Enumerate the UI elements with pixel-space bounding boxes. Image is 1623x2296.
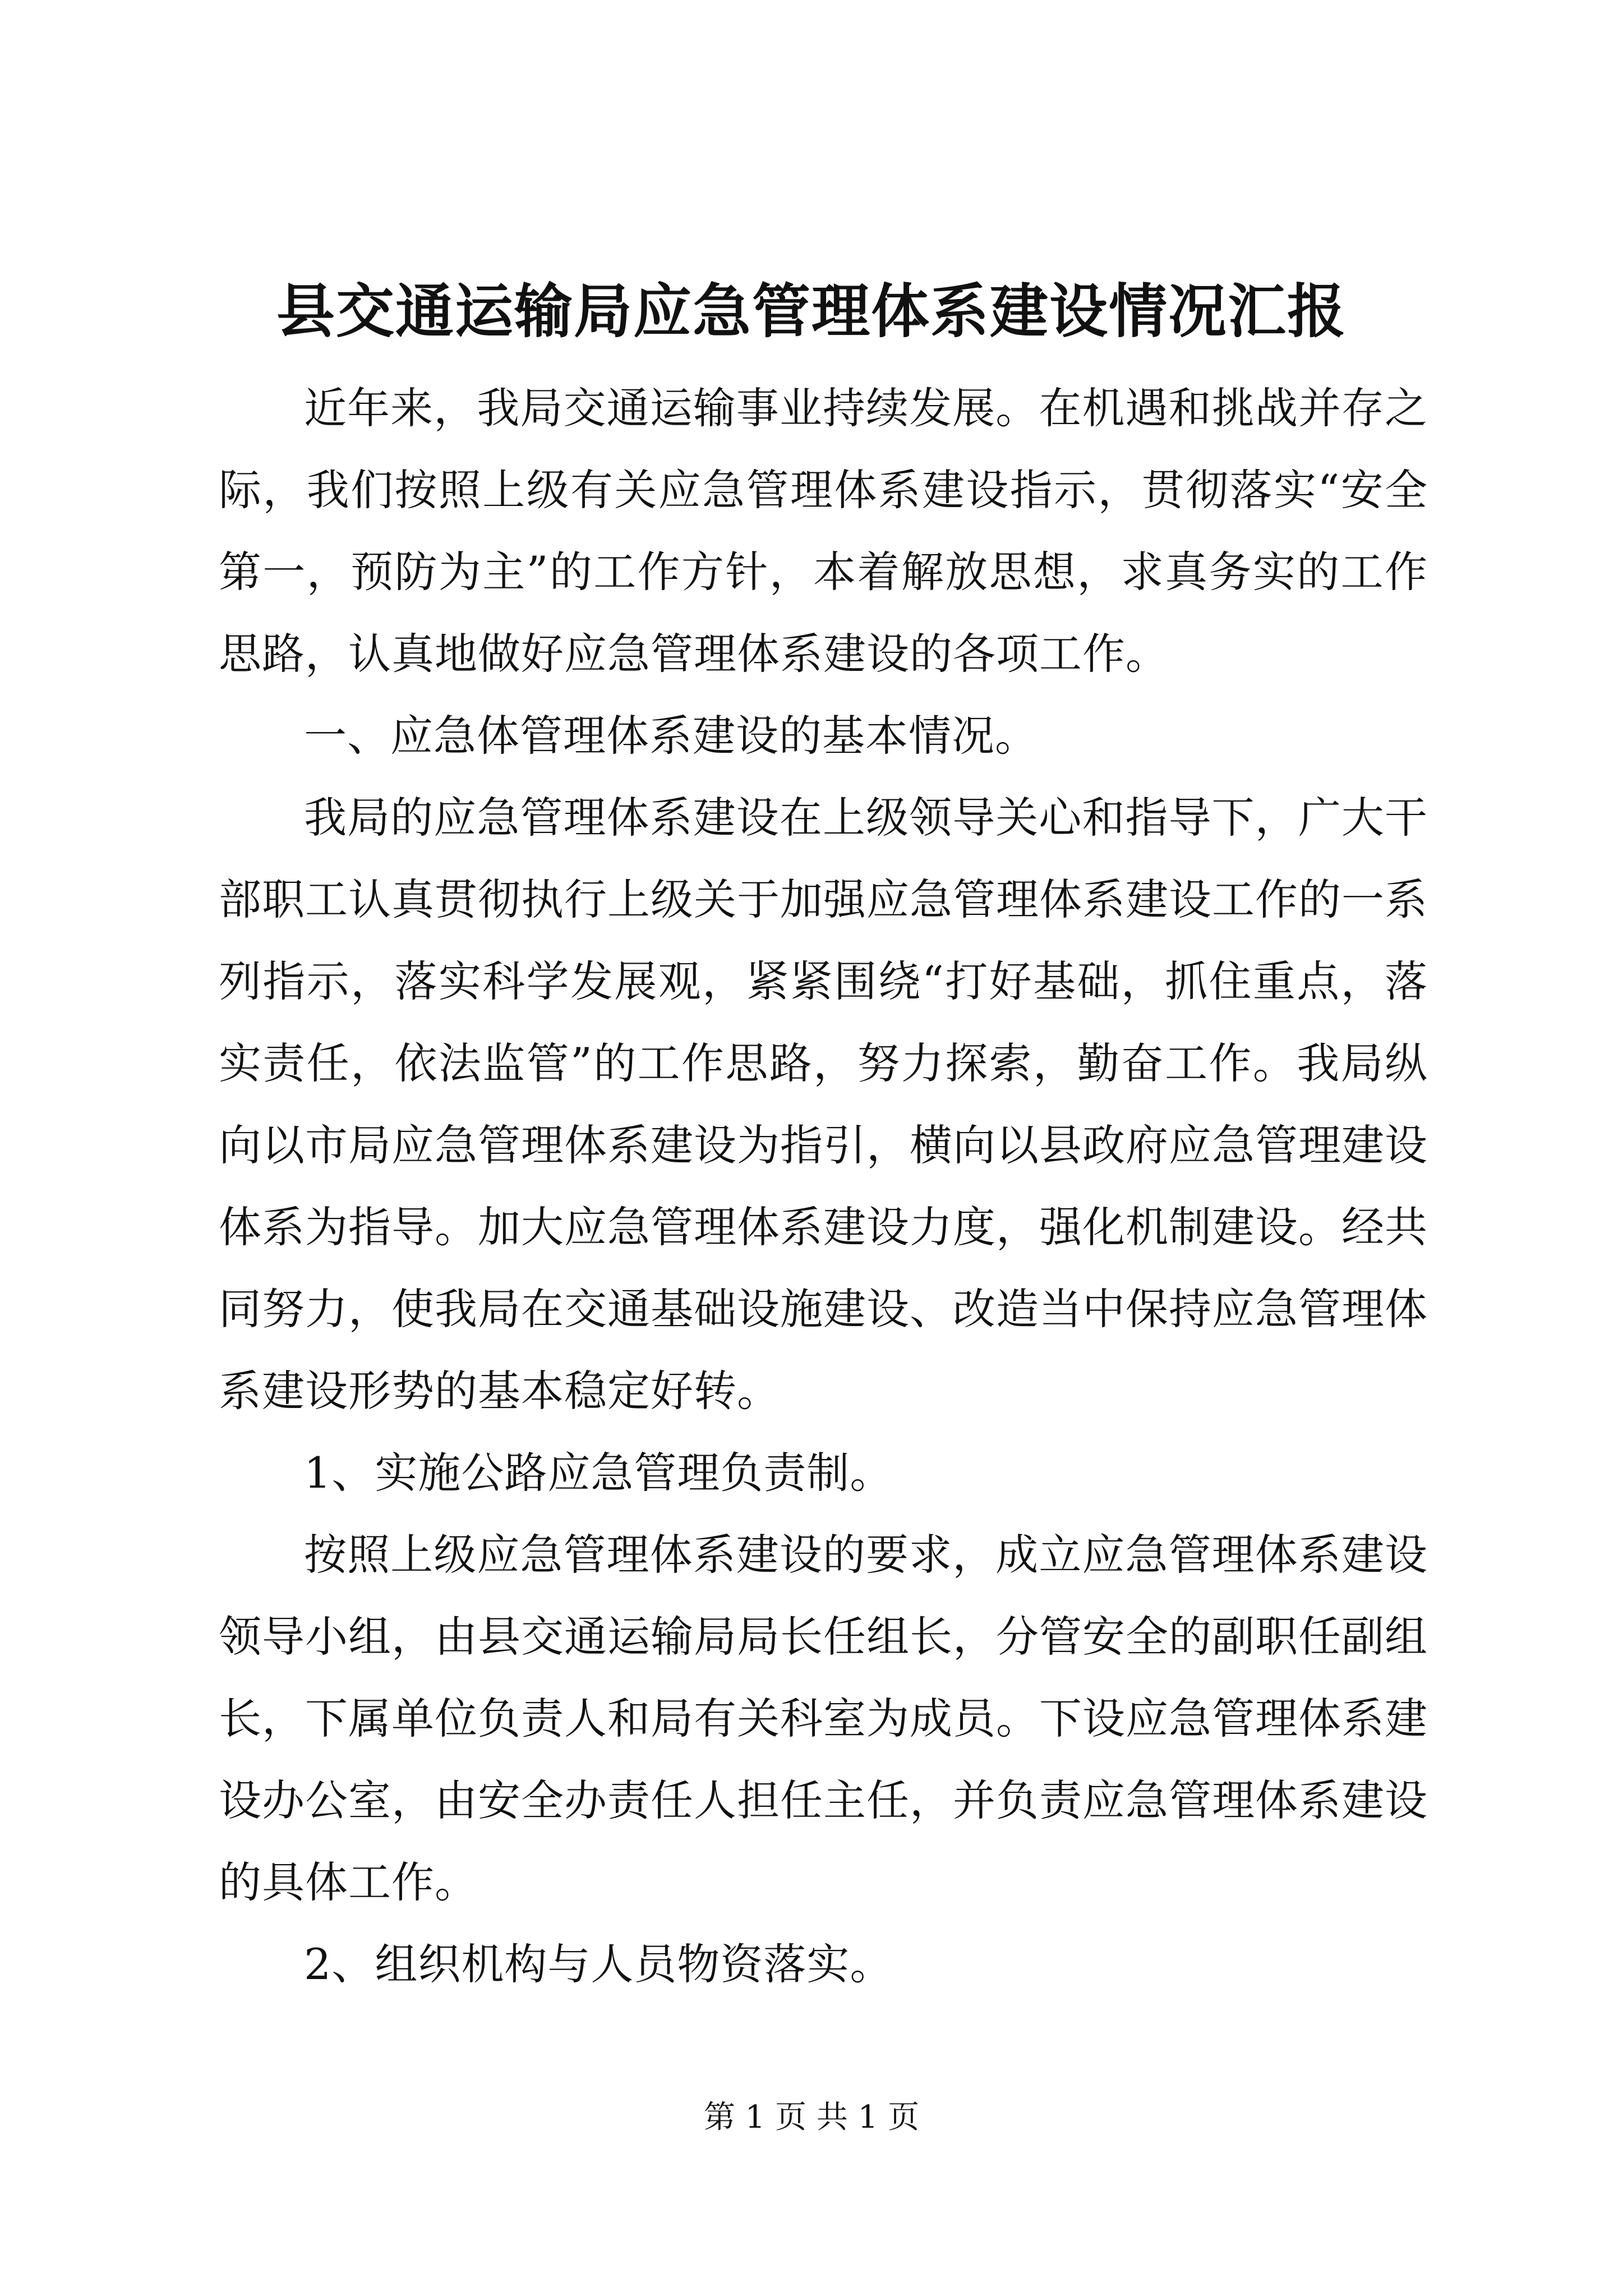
paragraph-intro: 近年来，我局交通运输事业持续发展。在机遇和挑战并存之际，我们按照上级有关应急管理体系建设指示，贯彻落实“安全第一，预防为主”的工作方针，本着解放思想，求真务实的工作思路，认真地做好应急管理体系建设的各项工作。	[219, 383, 1428, 679]
page-number-footer: 第 1 页 共 1 页	[703, 2099, 920, 2136]
subheading-responsibility-system: 1、实施公路应急管理负责制。	[304, 1448, 893, 1498]
subheading-organization-resources: 2、组织机构与人员物资落实。	[304, 1939, 893, 1989]
document-title: 县交通运输局应急管理体系建设情况汇报	[276, 277, 1347, 346]
paragraph-leadership-group: 按照上级应急管理体系建设的要求，成立应急管理体系建设领导小组，由县交通运输局局长任组长，分管安全的副职任副组长，下属单位负责人和局有关科室为成员。下设应急管理体系建设办公室，由安全办责任人担任主任，并负责应急管理体系建设的具体工作。	[219, 1530, 1428, 1907]
document-body	[219, 367, 1428, 2005]
paragraph-basic-situation: 我局的应急管理体系建设在上级领导关心和指导下，广大干部职工认真贯彻执行上级关于加强应急管理体系建设工作的一系列指示，落实科学发展观，紧紧围绕“打好基础，抓住重点，落实责任，依法监管”的工作思路，努力探索，勤奋工作。我局纵向以市局应急管理体系建设为指引，横向以县政府应急管理建设体系为指导。加大应急管理体系建设力度，强化机制建设。经共同努力，使我局在交通基础设施建设、改造当中保持应急管理体系建设形势的基本稳定好转。	[219, 793, 1428, 1416]
section-heading-basic-situation: 一、应急体管理体系建设的基本情况。	[304, 711, 1038, 761]
